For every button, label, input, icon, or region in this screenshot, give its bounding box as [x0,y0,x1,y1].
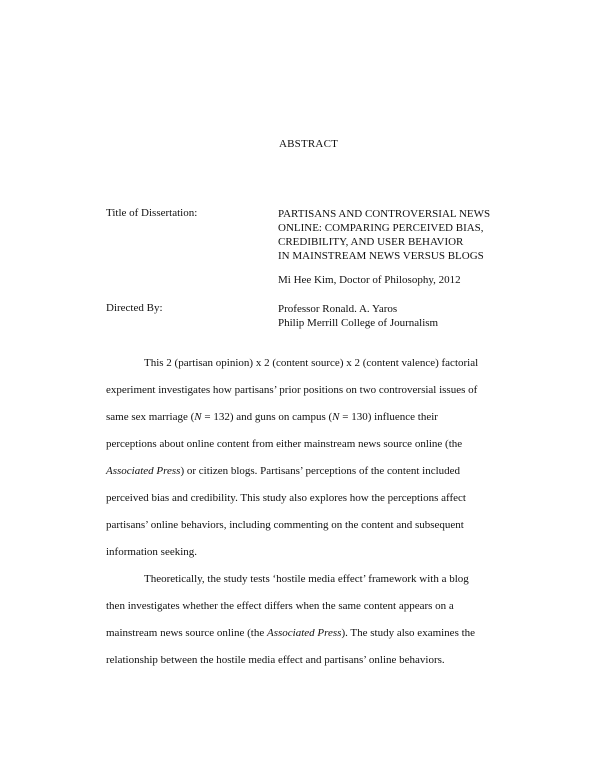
text-line: experiment investigates how partisans’ prior positions on two controversial issues of [106,384,478,396]
text-line: This 2 (partisan opinion) x 2 (content source) x 2 (content valence) factorial [144,357,479,369]
abstract-body [106,350,506,674]
title-label: Title of Dissertation: [106,207,198,219]
text-line: partisans’ online behaviors, including commenting on the content and subsequent [106,519,464,531]
text-line: then investigates whether the effect differs when the same content appears on a [106,600,454,612]
title-line: ONLINE: COMPARING PERCEIVED BIAS, [278,222,484,234]
advisor-college: Philip Merrill College of Journalism [278,317,439,329]
text-line: perceived bias and credibility. This study also explores how the perceptions affect [106,492,466,504]
title-line: CREDIBILITY, AND USER BEHAVIOR [278,236,464,248]
abstract-heading: ABSTRACT [278,138,339,150]
text-line: relationship between the hostile media effect and partisans’ online behaviors. [106,654,445,666]
text-line: same sex marriage (N = 132) and guns on campus (N = 130) influence their [106,411,438,423]
dissertation-title [278,207,490,263]
text-line: Theoretically, the study tests ‘hostile media effect’ framework with a blog [144,573,469,585]
advisor-info [278,302,438,330]
paragraph-2 [106,566,506,674]
advisor-name: Professor Ronald. A. Yaros [278,303,398,315]
title-line: PARTISANS AND CONTROVERSIAL NEWS [278,208,491,220]
author-degree: Mi Hee Kim, Doctor of Philosophy, 2012 [278,274,461,286]
paragraph-1 [106,350,506,566]
text-line: Associated Press) or citizen blogs. Partisans’ perceptions of the content included [106,465,461,477]
text-line: information seeking. [106,546,198,558]
text-line: perceptions about online content from either mainstream news source online (the [106,438,463,450]
title-line: IN MAINSTREAM NEWS VERSUS BLOGS [278,250,484,262]
text-line: mainstream news source online (the Associated Press). The study also examines the [106,627,476,639]
directed-by-label: Directed By: [106,302,163,314]
